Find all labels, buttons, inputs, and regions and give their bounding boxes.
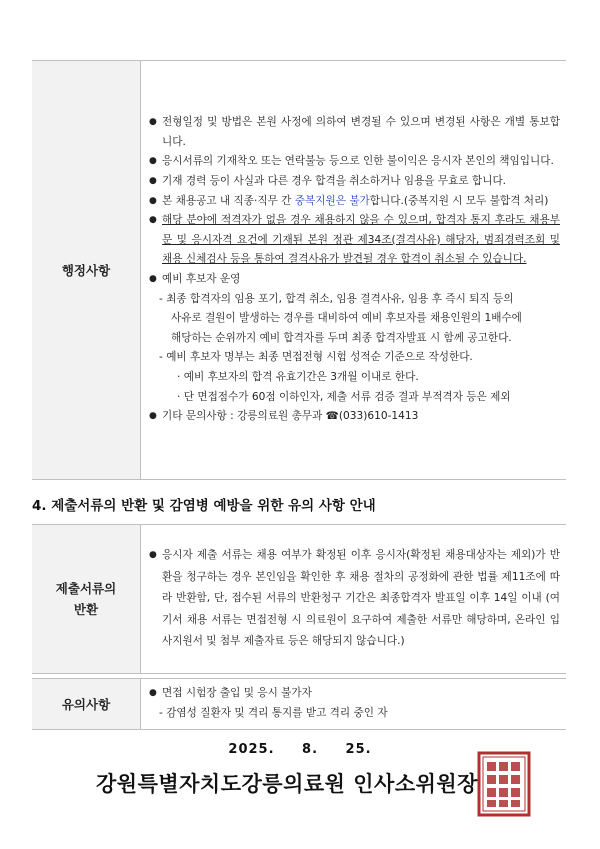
return-content — [141, 525, 567, 674]
reserve-rule-1-line-2: 사유로 결원이 발생하는 경우를 대비하여 예비 후보자를 채용인원의 1배수에 — [171, 312, 522, 325]
admin-bullet-schedule: ● 전형일정 및 방법은 본원 사정에 의하여 변경될 수 있으며 변경된 사항은 개별 통보합니다. — [149, 113, 560, 152]
reserve-rule-1-line-3: 해당하는 순위까지 예비 합격자를 두며 최종 합격자발표 시 함께 공고한다. — [171, 331, 512, 344]
signer-title: 강원특별자치도강릉의료원 인사소위원장 — [96, 772, 478, 796]
duplicate-not-allowed-emphasis: 중복지원은 불가 — [294, 194, 370, 207]
reserve-rule-3: · 예비 후보자의 합격 유효기간은 3개월 이내로 한다. — [177, 370, 419, 383]
admin-bullet-contact: ● 기타 문의사항 : 강릉의료원 총무과 ☎(033)610-1413 — [149, 407, 560, 427]
admin-bullet-false-career: ● 기재 경력 등이 사실과 다른 경우 합격을 취소하거나 임용을 무효로 합니다. — [149, 172, 560, 192]
return-header: 제출서류의 반환 — [32, 525, 141, 674]
caution-content — [141, 679, 567, 730]
reserve-rule-1-line-1: - 최종 합격자의 임용 포기, 합격 취소, 임용 결격사유, 임용 후 즉시 퇴직 등의 — [159, 292, 514, 305]
return-table — [32, 524, 566, 674]
admin-bullet-duplicate-application: ● 본 채용공고 내 직종·직무 간 중복지원은 불가합니다.(중복지원 시 모두 불합격 처리) — [149, 192, 560, 212]
admin-bullet-disqualification: ● 해당 분야에 적격자가 없을 경우 채용하지 않을 수 있으며, 합격자 통지 후라도 채용부문 및 응시자격 요건에 기재된 본원 정관 제34조(결격사유) 해당자, 범죄경력조회 및 채용 신체검사 등을 통하여 결격사유가 발견될 경우 합격이 취소될 수 있습니다. — [149, 211, 560, 270]
caution-bullet-entry-ban: ● 면접 시험장 출입 및 응시 불가자 — [149, 684, 560, 704]
admin-table — [32, 60, 566, 480]
return-bullet-policy: ● 응시자 제출 서류는 채용 여부가 확정된 이후 응시자(확정된 채용대상자는 제외)가 반환을 청구하는 경우 본인임을 확인한 후 채용 절차의 공정화에 관한 법률 제11조에 따라 반환함, 단, 접수된 서류의 반환청구 기간은 최종합격자 발표일 이후 14일 이내 (여기서 채용 서류는 면접전형 시 의료원이 요구하여 제출한 서류만 해당하며, 온라인 입사지원서 및 첨부 제출자료 등은 해당되지 않습니다.) — [149, 545, 560, 653]
admin-content — [141, 61, 567, 480]
reserve-rule-4: · 단 면접점수가 60점 이하인자, 제출 서류 검증 결과 부적격자 등은 제외 — [177, 390, 511, 403]
caution-header: 유의사항 — [32, 679, 141, 730]
reserve-rule-2: - 예비 후보자 명부는 최종 면접전형 시험 성적순 기준으로 작성한다. — [159, 351, 473, 364]
section-4-title: 4. 제출서류의 반환 및 감염병 예방을 위한 유의 사항 안내 — [32, 498, 376, 514]
admin-bullet-document-errors: ● 응시서류의 기재착오 또는 연락불능 등으로 인한 불이익은 응시자 본인의 책임입니다. — [149, 152, 560, 172]
admin-header: 행정사항 — [32, 61, 141, 480]
admin-bullet-reserve: ● 예비 후보자 운영 — [149, 270, 560, 290]
issue-date: 2025. 8. 25. — [228, 742, 372, 757]
caution-table — [32, 678, 566, 730]
official-seal-icon — [476, 750, 532, 818]
caution-sub-quarantine: - 감염성 질환자 및 격리 통지를 받고 격리 중인 자 — [159, 707, 388, 719]
